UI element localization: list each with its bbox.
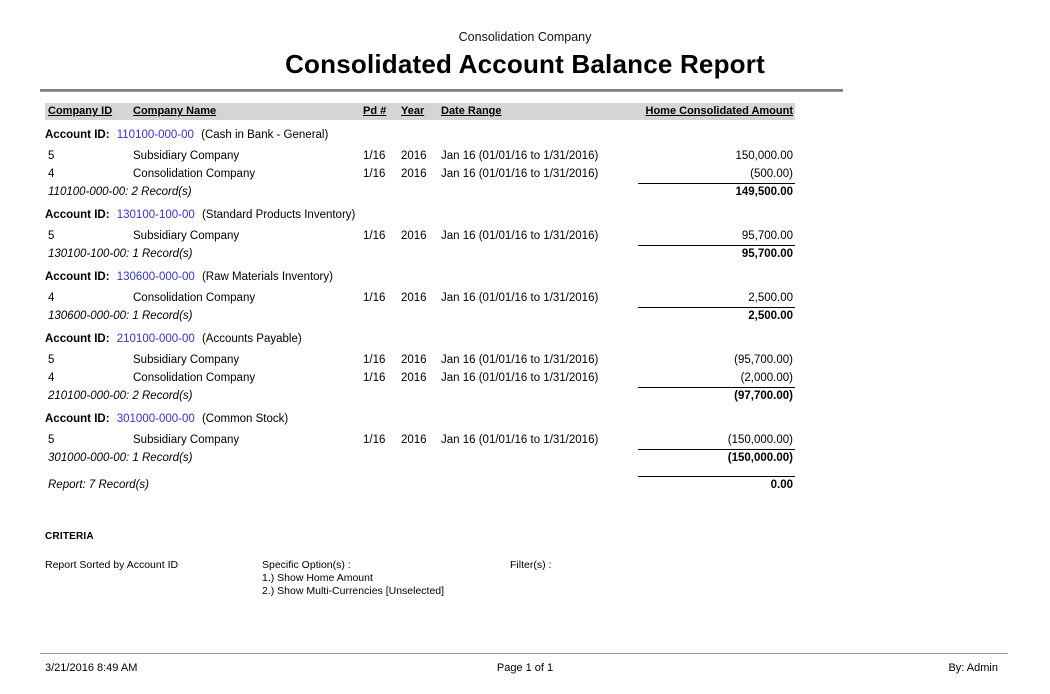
table-row: [45, 369, 795, 387]
table-row: [45, 165, 795, 183]
report-footer: [0, 653, 1050, 674]
group-subtotal-row: [45, 307, 795, 324]
group-subtotal-amount: 2,500.00: [638, 307, 795, 324]
column-header-label: Company ID: [48, 105, 113, 117]
account-id-label: Account ID:: [45, 271, 110, 283]
cell-company-name: Subsidiary Company: [133, 434, 240, 446]
cell-company-name: Consolidation Company: [133, 372, 256, 384]
cell-date-range: Jan 16 (01/01/16 to 1/31/2016): [441, 150, 599, 162]
cell-company-name: Consolidation Company: [133, 292, 256, 304]
cell-company-name: Consolidation Company: [133, 168, 256, 180]
cell-amount: (500.00): [750, 168, 793, 180]
cell-company-id: 5: [48, 150, 55, 162]
group-subtotal-label: 130100-100-00: 1 Record(s): [48, 248, 193, 260]
criteria-sorted-by: Report Sorted by Account ID: [45, 559, 179, 571]
cell-year: 2016: [401, 434, 427, 446]
column-header-label: Date Range: [441, 105, 502, 117]
group-subtotal-amount: 149,500.00: [638, 183, 795, 200]
column-header-year[interactable]: [398, 105, 438, 117]
cell-year: 2016: [401, 168, 427, 180]
column-header-pd[interactable]: [360, 105, 398, 117]
cell-date-range: Jan 16 (01/01/16 to 1/31/2016): [441, 354, 599, 366]
cell-amount: 150,000.00: [735, 150, 793, 162]
criteria-section: [45, 559, 1050, 597]
report-total-amount: 0.00: [638, 476, 795, 493]
column-header-label: Company Name: [133, 105, 217, 117]
criteria-heading: CRITERIA: [45, 531, 94, 542]
table-row: [45, 431, 795, 449]
group-subtotal-label: 301000-000-00: 1 Record(s): [48, 452, 193, 464]
account-name: (Cash in Bank - General): [201, 129, 329, 141]
account-id-label: Account ID:: [45, 209, 110, 221]
cell-pd: 1/16: [363, 292, 386, 304]
account-header: [45, 129, 795, 141]
account-name: (Common Stock): [201, 413, 289, 425]
title-divider: [40, 89, 843, 92]
cell-year: 2016: [401, 150, 427, 162]
column-header-date-range[interactable]: [438, 105, 638, 117]
cell-date-range: Jan 16 (01/01/16 to 1/31/2016): [441, 230, 599, 242]
cell-company-name: Subsidiary Company: [133, 354, 240, 366]
cell-pd: 1/16: [363, 354, 386, 366]
footer-datetime: 3/21/2016 8:49 AM: [45, 662, 138, 674]
cell-company-id: 5: [48, 230, 55, 242]
report-company-name: Consolidation Company: [458, 30, 592, 44]
group-subtotal-row: [45, 183, 795, 200]
table-header-row: [45, 103, 795, 120]
cell-date-range: Jan 16 (01/01/16 to 1/31/2016): [441, 434, 599, 446]
account-id-link[interactable]: 301000-000-00: [116, 413, 195, 425]
cell-date-range: Jan 16 (01/01/16 to 1/31/2016): [441, 372, 599, 384]
criteria-option: 1.) Show Home Amount: [262, 572, 373, 584]
group-subtotal-amount: 95,700.00: [638, 245, 795, 262]
table-row: [45, 351, 795, 369]
column-header-amount[interactable]: [638, 105, 795, 117]
report-total-row: [45, 476, 795, 493]
cell-amount: (150,000.00): [727, 434, 793, 446]
cell-company-name: Subsidiary Company: [133, 150, 240, 162]
group-subtotal-amount: (150,000.00): [638, 449, 795, 466]
cell-company-name: Subsidiary Company: [133, 230, 240, 242]
table-row: [45, 289, 795, 307]
account-id-link[interactable]: 130100-100-00: [116, 209, 195, 221]
criteria-specific-options: [262, 559, 510, 597]
group-subtotal-amount: (97,700.00): [638, 387, 795, 404]
cell-company-id: 4: [48, 292, 55, 304]
cell-pd: 1/16: [363, 150, 386, 162]
cell-pd: 1/16: [363, 372, 386, 384]
account-header: [45, 413, 795, 425]
group-subtotal-row: [45, 245, 795, 262]
cell-year: 2016: [401, 372, 427, 384]
cell-amount: 95,700.00: [741, 230, 793, 242]
column-header-company-id[interactable]: [45, 105, 130, 117]
group-subtotal-row: [45, 387, 795, 404]
column-header-label: Year: [401, 105, 425, 117]
account-header: [45, 209, 795, 221]
account-id-label: Account ID:: [45, 333, 110, 345]
cell-company-id: 5: [48, 434, 55, 446]
cell-date-range: Jan 16 (01/01/16 to 1/31/2016): [441, 168, 599, 180]
cell-pd: 1/16: [363, 434, 386, 446]
cell-company-id: 5: [48, 354, 55, 366]
cell-year: 2016: [401, 230, 427, 242]
cell-pd: 1/16: [363, 230, 386, 242]
cell-amount: 2,500.00: [748, 292, 793, 304]
account-header: [45, 271, 795, 283]
cell-pd: 1/16: [363, 168, 386, 180]
cell-company-id: 4: [48, 372, 55, 384]
account-id-link[interactable]: 130600-000-00: [116, 271, 195, 283]
account-id-label: Account ID:: [45, 129, 110, 141]
account-id-link[interactable]: 210100-000-00: [116, 333, 195, 345]
cell-company-id: 4: [48, 168, 55, 180]
cell-date-range: Jan 16 (01/01/16 to 1/31/2016): [441, 292, 599, 304]
cell-year: 2016: [401, 292, 427, 304]
criteria-specific-options-label: Specific Option(s) :: [262, 559, 351, 571]
report-table: [45, 103, 795, 493]
column-header-company-name[interactable]: [130, 105, 360, 117]
table-row: [45, 147, 795, 165]
group-subtotal-label: 110100-000-00: 2 Record(s): [48, 186, 192, 198]
column-header-label: Pd #: [363, 105, 387, 117]
account-name: (Raw Materials Inventory): [201, 271, 333, 283]
cell-amount: (2,000.00): [740, 372, 793, 384]
footer-printed-by: By: Admin: [948, 662, 998, 674]
group-subtotal-row: [45, 449, 795, 466]
group-subtotal-label: 210100-000-00: 2 Record(s): [48, 390, 193, 402]
report-title: Consolidated Account Balance Report: [285, 49, 765, 79]
footer-divider: [40, 653, 1008, 654]
account-name: (Accounts Payable): [201, 333, 302, 345]
account-name: (Standard Products Inventory): [201, 209, 356, 221]
cell-amount: (95,700.00): [734, 354, 793, 366]
account-id-link[interactable]: 110100-000-00: [116, 129, 194, 141]
group-subtotal-label: 130600-000-00: 1 Record(s): [48, 310, 193, 322]
criteria-option: 2.) Show Multi-Currencies [Unselected]: [262, 585, 445, 597]
table-row: [45, 227, 795, 245]
cell-year: 2016: [401, 354, 427, 366]
account-header: [45, 333, 795, 345]
account-id-label: Account ID:: [45, 413, 110, 425]
footer-page-number: Page 1 of 1: [496, 662, 554, 674]
column-header-label: Home Consolidated Amount: [645, 105, 793, 117]
criteria-filters-label: Filter(s) :: [510, 559, 552, 571]
report-total-label: Report: 7 Record(s): [48, 479, 149, 491]
